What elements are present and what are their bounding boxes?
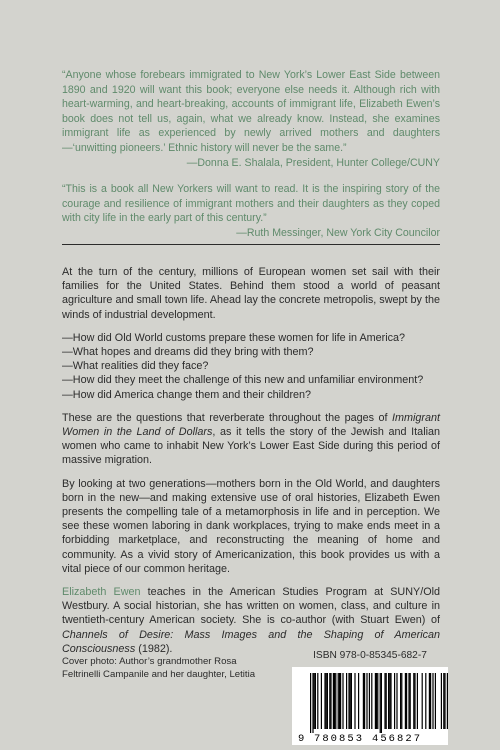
para-text: , as it tells the story of the Jewish and Italian women who came to inhabit New York’s Lower East Side during this period of massive migration.	[62, 426, 440, 467]
barcode-bar	[380, 673, 381, 733]
credit-line: Cover photo: Author’s grandmother Rosa	[62, 656, 237, 667]
barcode-digit-first: 9	[298, 733, 305, 745]
barcode-bars	[310, 673, 448, 733]
barcode-bar	[388, 673, 389, 729]
book-description	[62, 265, 440, 656]
question-item: —How did America change them and their children?	[62, 388, 312, 401]
barcode-bar	[405, 673, 406, 729]
barcode-bar	[441, 673, 442, 729]
author-bio	[62, 585, 440, 656]
author-name: Elizabeth Ewen	[62, 586, 141, 599]
coauthored-book-title: Channels of Desire: Mass Images and the Shaping of American Consciousness	[62, 628, 440, 655]
barcode-bar	[339, 673, 340, 729]
barcode-bar	[376, 673, 377, 729]
isbn-block	[292, 650, 448, 745]
question-item: —What hopes and dreams did they bring with them?	[62, 346, 314, 359]
barcode-bar	[435, 673, 436, 729]
credit-line: Feltrinelli Campanile and her daughter, Letitia	[62, 669, 256, 681]
barcode-bar	[432, 673, 433, 729]
question-item: —How did they meet the challenge of this new and unfamiliar environment?	[62, 374, 424, 387]
barcode-bar	[315, 673, 316, 729]
barcode-bar	[406, 673, 407, 729]
barcode-bar	[422, 673, 423, 729]
barcode-bar	[342, 673, 343, 729]
barcode-bar	[429, 673, 430, 729]
barcode-bar	[317, 673, 318, 729]
barcode-bar	[321, 673, 322, 729]
barcode-bar	[410, 673, 411, 729]
barcode-digits-left: 780853	[314, 733, 362, 745]
barcode-bar	[417, 673, 418, 729]
barcode-bar	[369, 673, 370, 729]
quote-shalala	[62, 68, 440, 170]
barcode-graphic	[292, 667, 448, 745]
barcode-bar	[338, 673, 339, 729]
barcode-bar	[371, 673, 372, 729]
barcode-bar	[390, 673, 391, 729]
barcode-bar	[443, 673, 444, 729]
barcode-bar	[413, 673, 414, 729]
barcode-bar	[312, 673, 313, 733]
book-title: Immigrant Women in the Land of Dollars	[62, 411, 440, 439]
barcode	[292, 667, 448, 745]
isbn-label: ISBN 978-0-85345-682-7	[313, 650, 427, 661]
barcode-bar	[447, 673, 448, 729]
barcode-bar	[377, 673, 378, 729]
barcode-bar	[430, 673, 431, 729]
barcode-bar	[394, 673, 395, 729]
barcode-bar	[381, 673, 382, 733]
barcode-bar	[389, 673, 390, 729]
para-text: These are the questions that reverberate throughout the pages of	[62, 411, 392, 424]
barcode-bar	[340, 673, 341, 729]
generations-paragraph: By looking at two generations—mothers born in the Old World, and daughters born in the new—and making extensive use of oral histories, Elizabeth Ewen presents the compelling tale of a metamorphosis in life and in perception. We see these women laboring in dank workplaces, trying to make ends meet in a forbidding marketplace, and reconstructing the meaning of home and community. As a vivid story of Americanization, this book provides us with a vital piece of our common heritage.	[62, 477, 440, 575]
question-item: —How did Old World customs prepare these women for life in America?	[62, 331, 406, 344]
barcode-bar	[327, 673, 328, 729]
barcode-bar	[330, 673, 331, 729]
barcode-bar	[425, 673, 426, 729]
barcode-bar	[401, 673, 402, 729]
barcode-bar	[364, 673, 365, 729]
bio-text: (1982).	[135, 642, 173, 655]
barcode-bar	[400, 673, 401, 729]
quote-messinger	[62, 182, 440, 240]
endorsement-quotes	[62, 68, 440, 241]
barcode-bar	[354, 673, 355, 729]
barcode-bar	[444, 673, 445, 729]
barcode-bar	[346, 673, 347, 729]
barcode-bar	[414, 673, 415, 729]
quote-text-span: “Anyone whose forebears immigrated to New York’s Lower East Side between 1890 and 1920 will want this book; everyone else needs it. Although rich with heart-warming, and heart-breaking, accounts of immigrant life, Elizabeth Ewen’s book does not tell us, again, what we already know. Instead, she examines immigrant life as experienced by newly arrived mothers and daughters—‘unwitting pioneers.’ Ethnic history will never be the same.”	[62, 69, 440, 154]
cover-photo-credit	[62, 655, 256, 681]
barcode-bar	[386, 673, 387, 729]
barcode-bar	[351, 673, 352, 729]
barcode-bar	[363, 673, 364, 729]
barcode-bar	[358, 673, 359, 729]
question-list	[62, 331, 440, 402]
barcode-bar	[396, 673, 397, 729]
barcode-bar	[408, 673, 409, 729]
barcode-bar	[350, 673, 351, 729]
question-item: —What realities did they face?	[62, 360, 209, 373]
barcode-bar	[348, 673, 349, 729]
barcode-bar	[375, 673, 376, 729]
barcode-bar	[326, 673, 327, 729]
horizontal-divider	[62, 244, 440, 245]
intro-paragraph: At the turn of the century, millions of European women set sail with their families for the United States. Behind them stood a world of peasant agriculture and small town life. Ahead lay the concrete metropolis, swept by the winds of industrial development.	[62, 266, 440, 321]
quote-attribution: —Ruth Messinger, New York City Councilor	[236, 226, 440, 239]
barcode-bar	[310, 673, 311, 733]
questions-paragraph	[62, 411, 440, 468]
barcode-digits-right: 456827	[372, 733, 420, 745]
barcode-bar	[334, 673, 335, 729]
barcode-bar	[324, 673, 325, 729]
barcode-bar	[333, 673, 334, 729]
barcode-bar	[314, 673, 315, 729]
barcode-bar	[366, 673, 367, 729]
barcode-bar	[335, 673, 336, 729]
quote-text: “This is a book all New Yorkers will want to read. It is the inspiring story of the courage and resilience of immigrant mothers and their daughters as they coped with city life in the early part of this century.”	[62, 183, 440, 225]
barcode-bar	[329, 673, 330, 729]
barcode-bar	[384, 673, 385, 729]
bio-text: teaches in the American Studies Program at SUNY/Old Westbury. A social historian, she has written on women, class, and culture in twentieth-century American society. She is co-author (with Stuart Ewen) of	[62, 586, 440, 627]
quote-text	[62, 68, 440, 156]
quote-attribution: —Donna E. Shalala, President, Hunter College/CUNY	[186, 156, 440, 169]
